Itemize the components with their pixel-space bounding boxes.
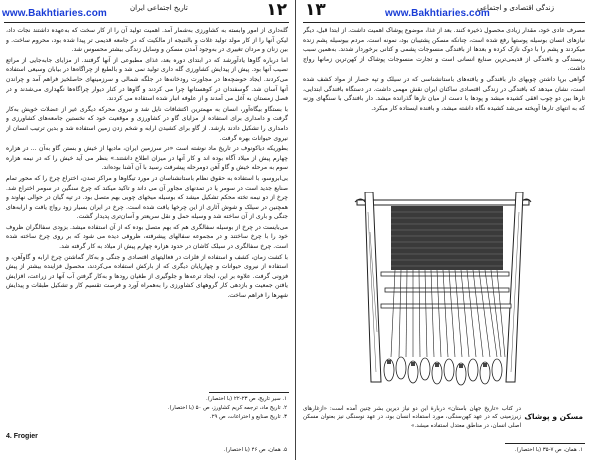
right-page-number: ۱۳ [305, 0, 326, 20]
left-header-rule [4, 22, 289, 23]
right-running-title: زندگی اقتصادی و اجتماعی [477, 4, 555, 12]
paragraph: با کشت زمان، کشف و استفاده از فلزات در فعالیتهای اقتصادی و جنگی و به‌کار گماشتن چرخ ارابه و گاوآهن، و استفاده از نیروی حیوانات و چهارپایان دیگری که از بارکش استفاده می‌کردند، محصول فزاینده بیشتر از پیش فزونی گرفت. علاوه بر این، ایجاد ترعه‌ها و جلوگیری از طغیان رودها و به‌کار گرفتن آب آنها در زراعت، افزایش یافتن جمعیت و بازدهی کار گروههای کشاورزی را به‌همراه آورد و فرصت تقسیم کار و تشکیل طبقات و پیدایش شهرها را فراهم ساخت. [6, 253, 288, 300]
right-footnote-rule [505, 443, 585, 444]
paragraph: بی‌ابروسو، با استفاده به حقوق نظام باستانشناسان در مورد تیگاوها و مراکز تمدن، اختراع چرخ را که محور تمام صنایع جدید است در سومر یا در تمدنهای مجاور آن می داند و تاکید میکند که چرخ سنگین در سومر اختراع شد. چرخ از دو نیمه تخته محکم تشکیل میشد که بوسیله میخهای چوبی بهم متصل بود. در تپه گیان در حوالی نهاوند و همچنین در سیلک و شوش آثاری از این چرخها یافت شده است. چرخ در ایران بسیار زود رواج یافت و ارابه‌های جنگی و باری از آن ساخته شد و وسیله حمل و نقل سریعتر و آسان‌تری پدیدار گشت. [6, 174, 288, 221]
warp-threads [391, 270, 505, 357]
woven-cloth [391, 206, 503, 270]
paragraph: بطوریکه دیاکونوف در تاریخ ماد نوشته است «در سرزمین ایران، مادیها از خیش و بستن گاو به‌آن ... در هزاره چهارم پیش از میلاد آگاه بوده اند و کار آنها در میزان اطلاع داشتند.» بنظر می آید خیش را که در نیمه هزاره سوم به مرحله خیش و گاو آهن دومرحله پیشرفت رسید با آن آشنا بوده‌اند. [6, 145, 288, 172]
loom-weights [384, 357, 502, 385]
paragraph: با بستگاو بیگاه‌آور، انسان به مهمترین اکتشافات نایل شد و نیروی محرکه دیگری غیر از عضلات خویش به‌کار گرفت و دامداری برای استفاده از مزایای گاو در کشاورزی و موقعیت خود که نخستین جامعه‌های کشاورزی و دامداری را تشکیل دادند بازشد. از گاو برای کشیدن ارابه و شخم زدن زمین استفاده شد و بدین ترتیب انسان از نیروی حیوانات بهره گرفت. [6, 105, 288, 142]
right-footnote-bottom: ۱. همان، ص ۷-۳۵ (با اختصار). [514, 447, 583, 453]
left-footnote-english: 4. Frogier [6, 433, 38, 440]
paragraph: می‌بایست در چرخ از بوسیله سفالگری هم که بهم متصل بوده که از آن استفاده میشد. بزودی سفالگران ظروف خود را با چرخ ساختند و در مجموعه سفالهای پیشرفته، ظروفی دیده می شود که بر روی چرخ ساخته شده است. چرخ سفالگری در سیلک کاشان در حدود هزاره چهارم پیش از میلاد به کار گرفته شد. [6, 223, 288, 251]
left-page-number: ۱۲ [266, 0, 287, 20]
paragraph: مصرف عادی خود، مقدار زیادی محصول ذخیره کنند. بعد از غذا، موضوع پوشاک اهمیت داشت. از ابتدا قبل، دیگر نیازهای انسان بوسیله پوستها رفع شده است، چنانکه مسکن پشتیبان بود، نمونه است. مردم بیوسیله پشم زنده میکردند و پشم را با دوک نازک کرده و بعدها از بافندگی منسوجات پشمی و کتانی برخوردار شدند. به‌همین سبب ریسندگی و بافندگی از قدیمی‌ترین صنایع انسانی است و تجارت منسوجات پوشاک از کهن‌ترین زمانها رواج داشت. [303, 27, 585, 73]
left-running-title: تاریخ اجتماعی ایران [130, 4, 188, 12]
paragraph: گله‌داری از امور وابسته به کشاورزی به‌شمار آمد. اهمیت تولید آن را از کار سخت که به‌عهده داشتند نجات داد، لیکن آنها را از کار مولد تولید غلات و بالنتیجه از مالکیت که در جامعه قدیمی تر پیدا شده بود، محروم ساخت. و بین زنان و مردان تغییری در به‌وجود آمدن مسکن و وسایل زندگی بیشتر محسوس شد. [6, 27, 288, 54]
left-footnote-bottom: ۵. همان، ص ۴۶ (با اختصار). [223, 447, 287, 453]
right-body-text [303, 26, 585, 190]
loom-illustration [351, 192, 536, 407]
left-footnote-2: ۲. تاریخ ماد، ترجمه کریم کشاورز، ص ۵۰ (با اختصار). [167, 405, 287, 411]
paragraph: اما درباره گاوها یادآورشد که در ابتدای دوره بعد، غذای مطبوعی از آنها گرفتند. از مزایای جابه‌جایی از مراتع نصیب آنها بود. پیش از پیدایش کشاورزی گله داری تولید نمی شد و بالطبع از چراگاه‌ها در بیابان وسیعی استفاده می‌کردند. ایجاد حوضچه‌ها در مجاورت رودخانه‌ها در جلگه شمالی و سرزمینهای حاصلخیز فراهم آمد و چراندن آنها آسان شد. گوسفندان در کوهستانها چرا می کردند و گاوها در کنار دیوار چراگاه‌ها نگهداری می‌شدند و در فصل زمستان به آغل می آمدند و از علوفه انبار شده استفاده می کردند. [6, 56, 288, 103]
left-body-text [6, 26, 288, 382]
paragraph: گواهی برپا داشتن چوبهای دار بافندگی و یافته‌های باستانشناسی که در سیلک و تپه حصار از مواد کشف شده است، نشان میدهد که بافندگی در زندگی اقتصادی ساکنان ایران نقش مهمی داشت. در دستگاه بافندگی ابتدایی، تارها بین دو چوب افقی کشیده میشد و پودها با دست از میان تارها گذرانده میشد. دار بافندگی با سنگهای وزنه که به انتهای تارها آویخته می‌شد کشیده نگاه داشته میشد، و بافنده ایستاده کار میکرد. [303, 75, 585, 112]
right-page [297, 0, 591, 460]
watermark-left: www.Bakhtiaries.com [2, 8, 107, 19]
caption-title: مسکن و پوشاک [524, 412, 583, 421]
left-footnote-3: ۳. تاریخ صنایع و اختراعات، ص ۲۹. [209, 414, 287, 420]
left-footnote-rule [209, 392, 289, 393]
right-header-rule [303, 22, 585, 23]
watermark-right: www.Bakhtiaries.com [385, 8, 490, 19]
caption-text: در کتاب «تاریخ جهان باستان» دربارهٔ این دو نیاز دیرین بشر چنین آمده است: «ازغارهای زیرزمینی که در عهد کهن‌سنگی، مورد استفاده انسان بود، در عهد نوسنگی نیز بعنوان مسکن اصلی انسان، در مناطق معتدل استفاده میشد.» [303, 406, 521, 429]
left-footnote-1: ۱. سیر تاریخ، ص ۲۳-۲۲ (با اختصار). [206, 396, 287, 402]
